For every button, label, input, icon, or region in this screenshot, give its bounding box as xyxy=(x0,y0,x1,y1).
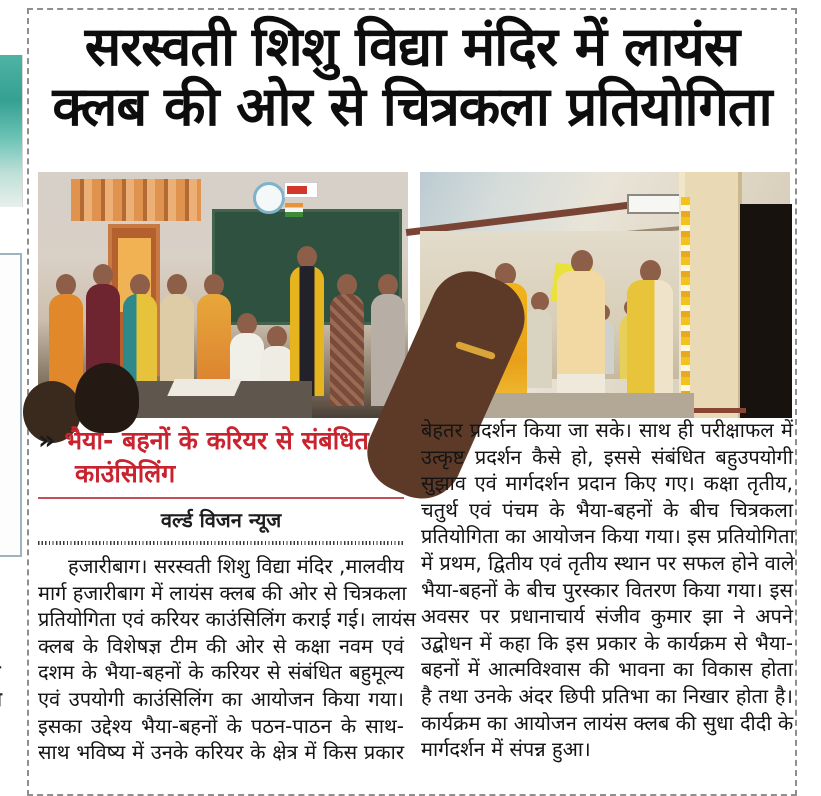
body-line: उत्कृष्ट प्रदर्शन कैसे हो, इससे संबंधित बहुउपयोगी xyxy=(421,444,793,469)
verandah-photo xyxy=(420,172,790,418)
body-line: क्लब के विशेषज्ञ टीम की ओर से कक्षा नवम एवं xyxy=(38,633,404,658)
classroom-photo xyxy=(38,172,408,418)
body-line: उद्बोधन में कहा कि इस प्रकार के कार्यक्रम से भैया- xyxy=(421,630,793,655)
headline-line-2: क्लब की ओर से चित्रकला प्रतियोगिता xyxy=(52,74,772,139)
newspaper-clipping xyxy=(27,8,797,796)
body-line xyxy=(0,686,11,713)
body-line xyxy=(0,659,11,686)
poster-red-text xyxy=(287,186,307,194)
body-line xyxy=(0,632,11,659)
body-line: बहनों में आत्मविश्वास की भावना का विकास होता xyxy=(421,657,793,682)
body-line: सुझाव एवं मार्गदर्शन प्रदान किए गए। कक्षा तृतीय, xyxy=(421,471,793,496)
flag-poster xyxy=(285,203,303,217)
adjacent-clipping-photo-fragment xyxy=(0,55,23,207)
sub-headline xyxy=(38,424,404,489)
article-body-right xyxy=(421,417,793,763)
adjacent-clipping-box-fragment xyxy=(0,253,22,557)
student xyxy=(330,274,364,406)
body-line: दशम के भैया-बहनों के करियर से संबंधित बहुमूल्य xyxy=(38,660,404,685)
byline: वर्ल्ड विजन न्यूज xyxy=(160,508,282,532)
article-headline xyxy=(39,16,785,137)
person xyxy=(524,292,552,388)
dotted-divider xyxy=(38,541,404,545)
foreground-student-head xyxy=(75,363,139,433)
body-line: साथ भविष्य में उनके करियर के क्षेत्र में किस प्रकार xyxy=(38,740,404,765)
lions-club-member xyxy=(290,246,324,396)
window-grill xyxy=(71,179,201,221)
red-divider xyxy=(38,497,404,499)
flower-garland xyxy=(681,197,690,413)
wall-clock-logo xyxy=(253,182,285,214)
sub-headline-line-1: भैया- बहनों के करियर से संबंधित xyxy=(64,426,369,455)
body-line xyxy=(0,578,11,605)
body-line: चतुर्थ एवं पंचम के भैया-बहनों के बीच चित्रकला xyxy=(421,497,793,522)
right-column xyxy=(421,417,793,763)
body-line: कार्यक्रम का आयोजन लायंस क्लब की सुधा दीदी के xyxy=(421,710,794,735)
left-column xyxy=(38,424,416,766)
body-line xyxy=(0,713,11,740)
body-line: एवं उपयोगी काउंसिलिंग का आयोजन किया गया। xyxy=(38,686,404,711)
article-body-left xyxy=(38,553,416,766)
headline-line-1: सरस्वती शिशु विद्या मंदिर में लायंस xyxy=(84,14,740,78)
sub-headline-line-2: काउंसिलिंग xyxy=(75,458,176,488)
dark-doorway xyxy=(740,204,792,418)
adjacent-text-lines xyxy=(0,578,11,740)
open-register xyxy=(167,379,241,396)
body-line xyxy=(0,605,11,632)
body-line: इसका उद्देश्य भैया-बहनों के पठन-पाठन के साथ- xyxy=(38,713,404,738)
body-line: है तथा उनके अंदर छिपी प्रतिभा का निखार होता है। xyxy=(421,683,793,708)
body-line: अवसर पर प्रधानाचार्य संजीव कुमार झा ने अपने xyxy=(421,604,793,629)
body-line: प्रतियोगिता एवं करियर काउंसिलिंग कराई गई। लायंस xyxy=(38,607,416,632)
adjacent-clipping-text-fragment xyxy=(0,578,9,768)
body-line: बेहतर प्रदर्शन किया जा सके। साथ ही परीक्षाफल में xyxy=(421,418,793,442)
body-line: मार्गदर्शन में संपन्न हुआ। xyxy=(421,737,591,762)
body-line: मार्ग हजारीबाग में लायंस क्लब की ओर से चित्रकला xyxy=(38,580,407,605)
body-line: प्रतियोगिता का आयोजन किया गया। इस प्रतियोगिता xyxy=(421,524,795,549)
body-line: हजारीबाग। सरस्वती शिशु विद्या मंदिर ,मालवीय xyxy=(68,554,404,578)
chevron-right-icon: » xyxy=(38,425,56,456)
body-line: भैया-बहनों के बीच पुरस्कार वितरण किया गया। इस xyxy=(421,577,793,602)
body-line: में प्रथम, द्वितीय एवं तृतीय स्थान पर सफल होने वाले xyxy=(421,550,795,575)
